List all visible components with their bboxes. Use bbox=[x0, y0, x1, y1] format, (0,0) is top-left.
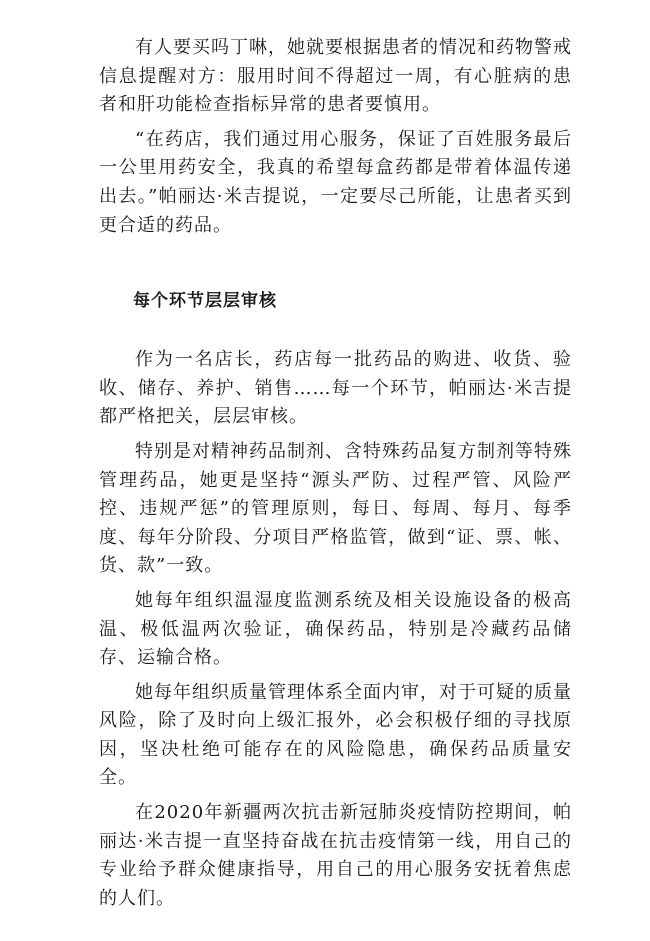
paragraph: 在2020年新疆两次抗击新冠肺炎疫情防控期间，帕丽达·米吉提一直坚持奋战在抗击疫情第一线，用自己的专业给予群众健康指导，用自己的用心服务安抚着焦虑的人们。 bbox=[99, 802, 572, 909]
section-heading: 每个环节层层审核 bbox=[133, 291, 277, 312]
paragraph: 她每年组织质量管理体系全面内审，对于可疑的质量风险，除了及时向上级汇报外，必会积极仔细的寻找原因，坚决杜绝可能存在的风险隐患，确保药品质量安全。 bbox=[99, 681, 572, 789]
paragraph: 作为一名店长，药店每一批药品的购进、收货、验收、储存、养护、销售……每一个环节，帕丽达·米吉提都严格把关，层层审核。 bbox=[99, 349, 572, 428]
paragraph: 她每年组织温湿度监测系统及相关设施设备的极高温、极低温两次验证，确保药品，特别是冷藏药品储存、运输合格。 bbox=[99, 589, 572, 669]
paragraph: “在药店，我们通过用心服务，保证了百姓服务最后一公里用药安全，我真的希望每盒药都是带着体温传递出去。”帕丽达·米吉提说，一定要尽己所能，让患者买到更合适的药品。 bbox=[99, 128, 572, 236]
paragraph: 有人要买吗丁啉，她就要根据患者的情况和药物警戒信息提醒对方：服用时间不得超过一周，有心脏病的患者和肝功能检查指标异常的患者要慎用。 bbox=[99, 37, 572, 116]
paragraph: 特别是对精神药品制剂、含特殊药品复方制剂等特殊管理药品，她更是坚持“源头严防、过程严管、风险严控、违规严惩”的管理原则，每日、每周、每月、每季度、每年分阶段、分项目严格监管，做到“证、票、帐、货、款”一致。 bbox=[99, 440, 572, 577]
